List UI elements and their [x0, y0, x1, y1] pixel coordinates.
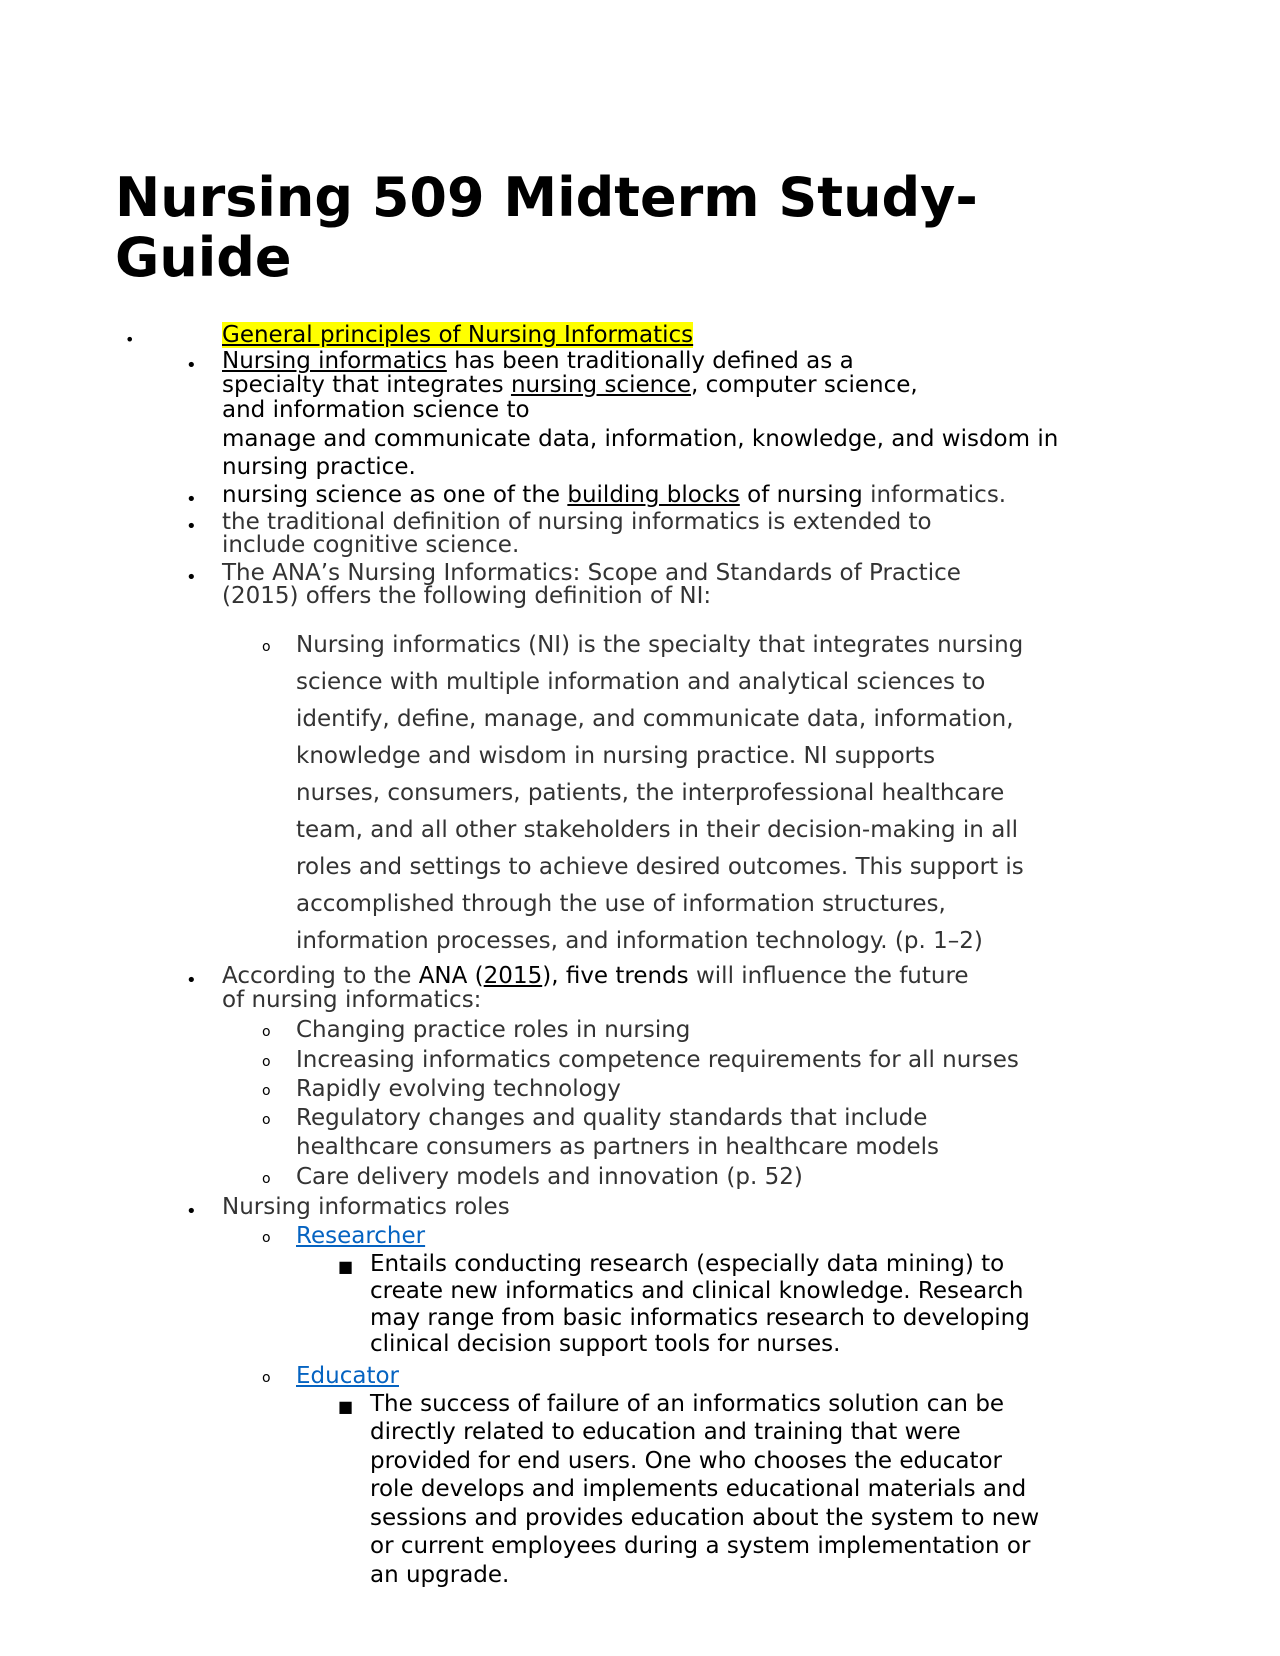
- educator-desc: provided for end users. One who chooses the educator: [370, 1448, 1003, 1474]
- ni-def-line: nurses, consumers, patients, the interprofessional healthcare: [296, 780, 1005, 806]
- trend-item: Changing practice roles in nursing: [296, 1017, 691, 1043]
- nursing-informatics-link[interactable]: Nursing informatics: [222, 348, 447, 374]
- ana-line-2: (2015) offers the following definition of NI:: [222, 583, 712, 609]
- def-line-5: nursing practice.: [222, 454, 416, 480]
- ni-def-line: science with multiple information and analytical sciences to: [296, 669, 986, 695]
- researcher-desc: may range from basic informatics research to developing: [370, 1305, 1030, 1331]
- educator-desc: role develops and implements educational materials and: [370, 1476, 1027, 1502]
- bullet-dot: •: [125, 330, 135, 349]
- educator-desc: an upgrade.: [370, 1562, 510, 1588]
- bullet-dot: •: [186, 970, 197, 991]
- bullet-circle: o: [262, 1370, 271, 1386]
- bullet-circle: o: [262, 1024, 271, 1040]
- ni-def-line: Nursing informatics (NI) is the specialty that integrates nursing: [296, 632, 1024, 658]
- cognitive-line-2: include cognitive science.: [222, 532, 520, 558]
- bullet-circle: o: [262, 639, 271, 655]
- bullet-dot: •: [186, 355, 197, 376]
- ana-line-1: The ANA’s Nursing Informatics: Scope and Standards of Practice: [222, 560, 961, 586]
- bullet-dot: •: [186, 567, 197, 588]
- bullet-circle: o: [262, 1171, 271, 1187]
- year-2015-link[interactable]: 2015: [483, 963, 543, 989]
- page-title: Nursing 509 Midterm Study-Guide: [115, 166, 978, 289]
- educator-link-line: [296, 1363, 399, 1389]
- def-line-3: and information science to: [222, 397, 530, 423]
- nursing-science-link[interactable]: nursing science: [510, 372, 691, 398]
- def-line-2: specialty that integrates nursing science, computer science,: [222, 372, 918, 398]
- trends-line-2: of nursing informatics:: [222, 987, 482, 1013]
- bullet-circle: o: [262, 1054, 271, 1070]
- bullet-square: ■: [338, 1397, 354, 1416]
- section-heading-text: General principles of Nursing Informatics: [222, 322, 694, 348]
- bullet-circle: o: [262, 1230, 271, 1246]
- bullet-dot: •: [186, 516, 197, 537]
- def-line-1: Nursing informatics has been traditionally defined as a: [222, 348, 854, 374]
- trend-item: Increasing informatics competence requirements for all nurses: [296, 1047, 1019, 1073]
- researcher-desc: Entails conducting research (especially data mining) to: [370, 1251, 1005, 1277]
- ni-def-line: roles and settings to achieve desired outcomes. This support is: [296, 854, 1024, 880]
- bullet-dot: •: [186, 1201, 197, 1222]
- trend-item: Regulatory changes and quality standards that include: [296, 1105, 928, 1131]
- ni-def-line: accomplished through the use of information structures,: [296, 891, 946, 917]
- building-blocks-link[interactable]: building blocks: [567, 482, 740, 508]
- researcher-desc: clinical decision support tools for nurses.: [370, 1331, 841, 1357]
- bullet-circle: o: [262, 1112, 271, 1128]
- trend-item: Rapidly evolving technology: [296, 1076, 621, 1102]
- researcher-desc: create new informatics and clinical knowledge. Research: [370, 1278, 1024, 1304]
- educator-desc: The success of failure of an informatics solution can be: [370, 1391, 1005, 1417]
- ni-def-line: identify, define, manage, and communicate data, information,: [296, 706, 1014, 732]
- educator-desc: or current employees during a system implementation or: [370, 1533, 1031, 1559]
- researcher-link-line: [296, 1223, 425, 1249]
- cognitive-line-1: the traditional definition of nursing informatics is extended to: [222, 509, 932, 535]
- section-heading[interactable]: [222, 322, 693, 348]
- educator-desc: sessions and provides education about the system to new: [370, 1505, 1040, 1531]
- trend-item: Care delivery models and innovation (p. 52): [296, 1164, 803, 1190]
- bullet-dot: •: [186, 489, 197, 510]
- bullet-circle: o: [262, 1083, 271, 1099]
- ni-def-line: information processes, and information technology. (p. 1–2): [296, 928, 983, 954]
- educator-link[interactable]: Educator: [296, 1363, 399, 1389]
- researcher-link[interactable]: Researcher: [296, 1223, 426, 1249]
- ni-def-line: knowledge and wisdom in nursing practice. NI supports: [296, 743, 936, 769]
- bullet-square: ■: [338, 1257, 354, 1276]
- building-blocks-line: nursing science as one of the building blocks of nursing informatics.: [222, 482, 1007, 508]
- educator-desc: directly related to education and training that were: [370, 1419, 961, 1445]
- roles-label: Nursing informatics roles: [222, 1194, 510, 1220]
- trend-item: healthcare consumers as partners in healthcare models: [296, 1134, 939, 1160]
- trends-line-1: According to the ANA (2015), five trends will influence the future: [222, 963, 969, 989]
- ni-def-line: team, and all other stakeholders in their decision-making in all: [296, 817, 1019, 843]
- def-line-4: manage and communicate data, information, knowledge, and wisdom in: [222, 426, 1059, 452]
